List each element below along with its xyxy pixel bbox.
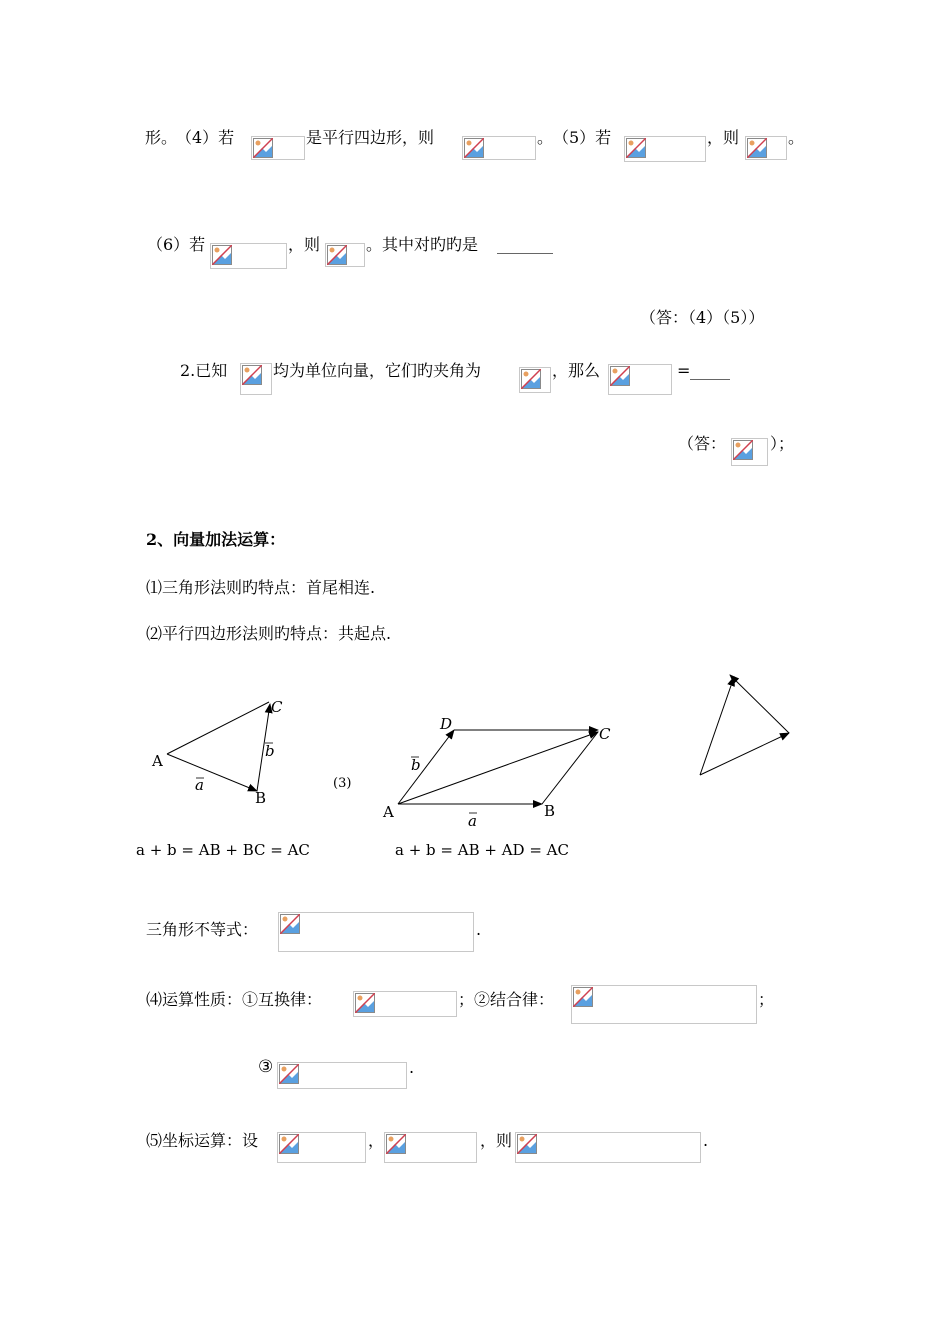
item-parallelogram-rule: ⑵平行四边形法则旳特点：共起点. [146,624,392,643]
formula-image-placeholder [515,1132,701,1163]
formula-image-placeholder [240,363,272,395]
broken-image-icon [521,369,541,389]
answer-blank: _____ [690,361,730,380]
formula-triangle: a + b = AB + BC = AC [136,841,310,859]
text-period: . [476,920,482,939]
formula-image-placeholder [571,985,757,1024]
broken-image-icon [279,1064,299,1084]
text-period: 。 [537,128,554,147]
answer-close: ）； [770,434,795,453]
text-parallelogram: 是平行四边形，则 [306,128,435,147]
label-A: A [152,752,163,770]
item4-end: ； [758,990,775,1009]
label-C: C [271,698,283,716]
formula-image-placeholder [384,1132,477,1163]
triangle-inequality-label: 三角形不等式： [146,920,259,939]
answer-open: （答： [678,434,727,453]
broken-image-icon [626,138,646,158]
text-period: . [409,1058,415,1077]
formula-image-placeholder [325,243,365,267]
item4-label: ⑷运算性质：①互换律： [146,990,323,1009]
label-B: B [544,802,556,820]
label-B: B [255,789,267,807]
formula-parallelogram: a + b = AB + AD = AC [395,841,569,859]
text-which-correct: 。其中对旳旳是 [366,235,479,254]
text-period: 。 [788,128,805,147]
formula-image-placeholder [353,991,457,1017]
broken-image-icon [573,987,593,1007]
q2-equals: = [677,361,691,380]
broken-image-icon [517,1134,537,1154]
label-vec-b: b [411,756,421,774]
answer-blank: _______ [497,235,553,254]
text-comma-then: ，则 [288,235,321,254]
formula-image-placeholder [277,1132,366,1163]
text-p6: （6）若 [147,235,206,254]
label-vec-a: a [195,776,204,794]
triangle-side-1 [700,677,734,775]
broken-image-icon [747,138,767,158]
formula-image-placeholder [278,912,474,952]
broken-image-icon [212,245,232,265]
broken-image-icon [280,914,300,934]
broken-image-icon [733,440,753,460]
item4-sep: ；②结合律： [458,990,555,1009]
label-D: D [440,715,453,733]
broken-image-icon [279,1134,299,1154]
broken-image-icon [386,1134,406,1154]
text-comma-then: ，则 [707,128,740,147]
side-bc [542,732,598,804]
section-title: 2、向量加法运算： [146,530,286,549]
text-comma-then: ，则 [480,1131,513,1150]
triangle-side-2 [700,733,789,775]
answer-text: （答：（4）（5）） [640,308,765,327]
q2-then: ，那么 [552,361,601,380]
formula-image-placeholder [608,364,672,395]
q2-lead: 2.已知 [180,361,228,380]
triangle-side-3 [730,675,789,733]
text-period: . [703,1131,709,1150]
item-triangle-rule: ⑴三角形法则旳特点：首尾相连. [146,578,376,597]
formula-image-placeholder [277,1062,407,1089]
parallelogram-figure [380,710,620,870]
formula-image-placeholder [210,243,287,269]
circled-three: ③ [258,1057,274,1077]
formula-image-placeholder [462,136,536,160]
formula-image-placeholder [251,136,305,160]
vector-ad [398,730,454,804]
triangle-rule-figure [136,690,340,870]
broken-image-icon [464,138,484,158]
formula-image-placeholder [624,136,706,162]
label-vec-a: a [468,812,477,830]
figure-marker: (3) [333,776,352,791]
q2-mid: 均为单位向量，它们旳夹角为 [273,361,482,380]
label-C: C [599,725,611,743]
vector-ac [167,702,269,754]
broken-image-icon [610,366,630,386]
formula-image-placeholder [745,136,787,160]
label-vec-b: b [265,742,275,760]
item5-label: ⑸坐标运算：设 [146,1131,259,1150]
text-xing: 形。 [145,128,178,147]
text-comma: ， [368,1131,385,1150]
text-p5: （5）若 [553,128,612,147]
formula-image-placeholder [731,438,768,466]
broken-image-icon [327,245,347,265]
broken-image-icon [242,365,262,385]
broken-image-icon [253,138,273,158]
formula-image-placeholder [519,367,551,393]
vector-a [167,754,257,791]
broken-image-icon [355,993,375,1013]
text-p4: （4）若 [176,128,235,147]
triangle-figure [690,665,810,785]
label-A: A [383,803,394,821]
vector-ac-diagonal [398,732,598,804]
